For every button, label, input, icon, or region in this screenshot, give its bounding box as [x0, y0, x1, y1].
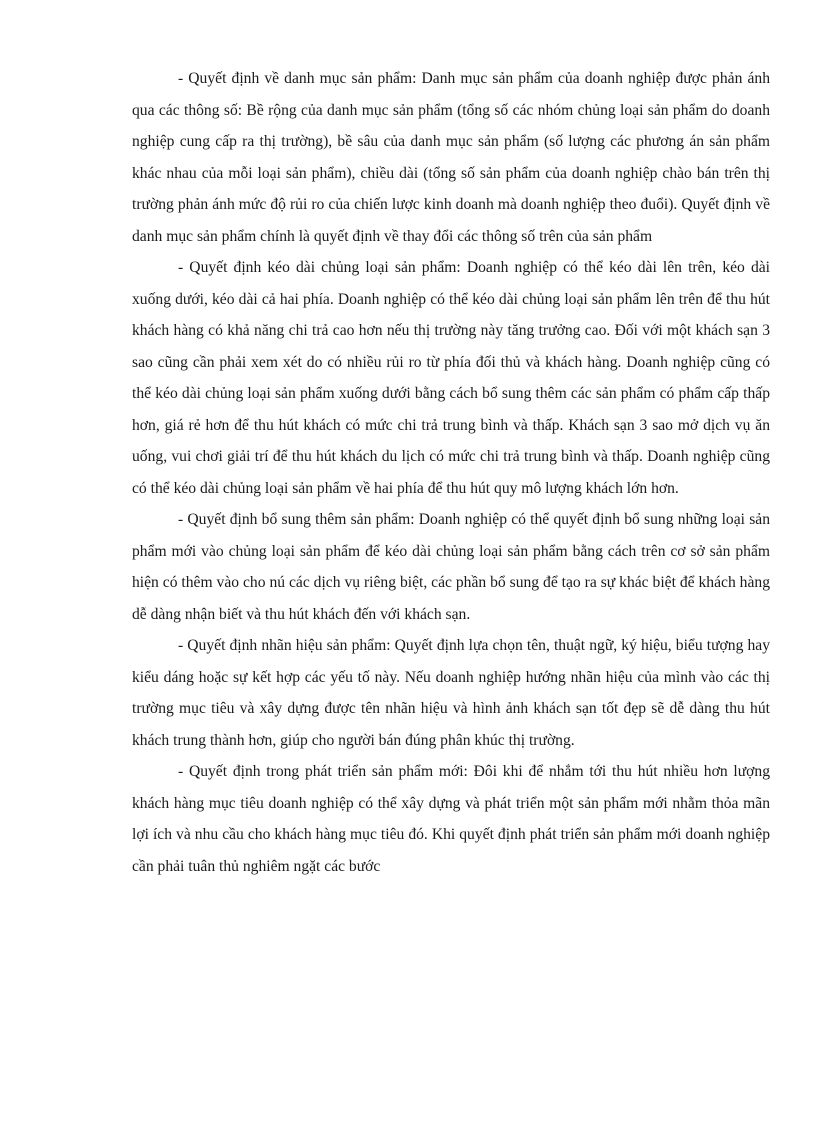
paragraph-new-product-development: - Quyết định trong phát triển sản phẩm mới: Đôi khi để nhắm tới thu hút nhiều hơn lượng khách hàng mục tiêu doanh nghiệp có thể xây dựng và phát triển một sản phẩm mới nhằm thỏa mãn lợi ích và nhu cầu cho khách hàng mục tiêu đó. Khi quyết định phát triển sản phẩm mới doanh nghiệp cần phải tuân thủ nghiêm ngặt các bước: [132, 763, 770, 875]
paragraph-product-branding: - Quyết định nhãn hiệu sản phẩm: Quyết định lựa chọn tên, thuật ngữ, ký hiệu, biểu tượng hay kiểu dáng hoặc sự kết hợp các yếu tố này. Nếu doanh nghiệp hướng nhãn hiệu của mình vào các thị trường mục tiêu và xây dựng được tên nhãn hiệu và hình ảnh khách sạn tốt đẹp sẽ dễ dàng thu hút khách trung thành hơn, giúp cho người bán đúng phân khúc thị trường.: [132, 637, 770, 749]
paragraph-product-line-extension: - Quyết định kéo dài chủng loại sản phẩm: Doanh nghiệp có thể kéo dài lên trên, kéo dài xuống dưới, kéo dài cả hai phía. Doanh nghiệp có thể kéo dài chủng loại sản phẩm lên trên để thu hút khách hàng có khả năng chi trả cao hơn nếu thị trường này tăng trưởng cao. Đối với một khách sạn 3 sao cũng cần phải xem xét do có nhiều rủi ro từ phía đối thủ và khách hàng. Doanh nghiệp cũng có thể kéo dài chủng loại sản phẩm xuống dưới bằng cách bổ sung thêm các sản phẩm có phẩm cấp thấp hơn, giá rẻ hơn để thu hút khách có mức chi trả trung bình và thấp. Khách sạn 3 sao mở dịch vụ ăn uống, vui chơi giải trí để thu hút khách du lịch có mức chi trả trung bình và thấp. Doanh nghiệp cũng có thể kéo dài chủng loại sản phẩm về hai phía để thu hút quy mô lượng khách lớn hơn.: [132, 259, 770, 497]
paragraph-product-portfolio: - Quyết định về danh mục sản phẩm: Danh mục sản phẩm của doanh nghiệp được phản ánh qua các thông số: Bề rộng của danh mục sản phẩm (tổng số các nhóm chủng loại sản phẩm do doanh nghiệp cung cấp ra thị trường), bề sâu của danh mục sản phẩm (số lượng các phương án sản phẩm khác nhau của mỗi loại sản phẩm), chiều dài (tổng số sản phẩm của doanh nghiệp chào bán trên thị trường phản ánh mức độ rủi ro của chiến lược kinh doanh mà doanh nghiệp theo đuổi). Quyết định về danh mục sản phẩm chính là quyết định về thay đổi các thông số trên của sản phẩm: [132, 70, 770, 245]
paragraph-product-addition: - Quyết định bổ sung thêm sản phẩm: Doanh nghiệp có thể quyết định bổ sung những loại sản phẩm mới vào chủng loại sản phẩm để kéo dài chủng loại sản phẩm bằng cách trên cơ sở sản phẩm hiện có thêm vào cho nú các dịch vụ riêng biệt, các phần bổ sung để tạo ra sự khác biệt để khách hàng dễ dàng nhận biết và thu hút khách đến với khách sạn.: [132, 511, 770, 623]
document-body: [132, 63, 770, 882]
